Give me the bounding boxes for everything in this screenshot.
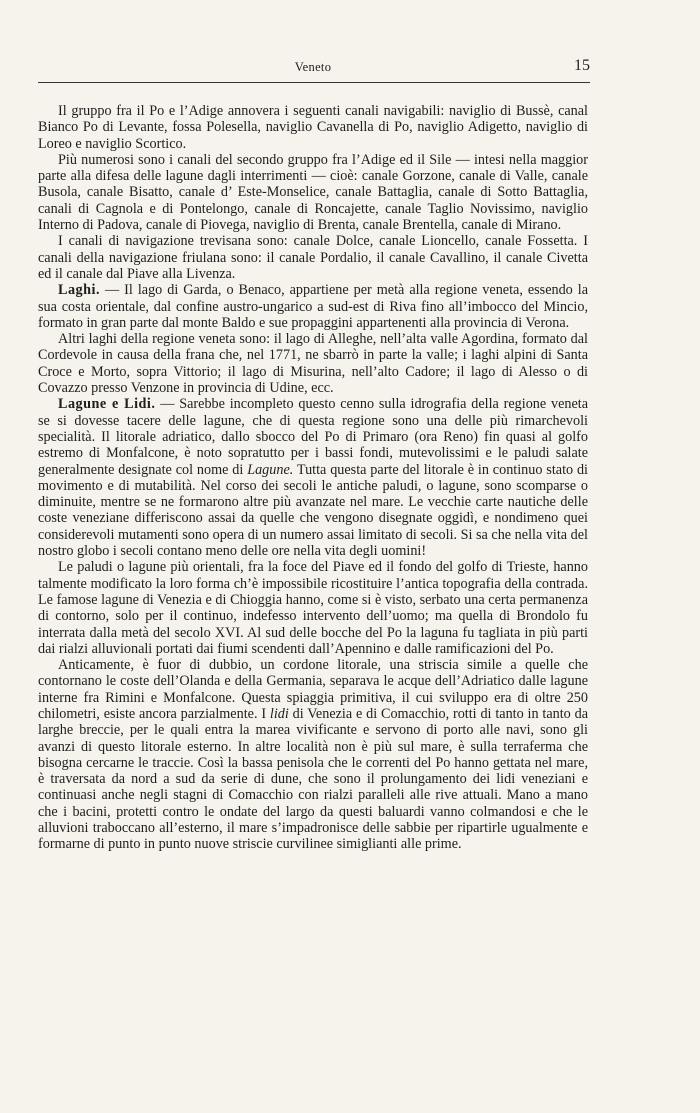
body-text: [38, 103, 588, 853]
paragraph: Il gruppo fra il Po e l’Adige annovera i seguenti canali navigabili: naviglio di Bussè, canal Bianco Po di Levante, fossa Polesella, naviglio Cavanella di Po, naviglio Adigetto, naviglio di Loreo e naviglio Scortico.: [38, 103, 588, 152]
paragraph-lagune: Lagune e Lidi. — Sarebbe incompleto questo cenno sulla idrografia della regione veneta se si dovesse tacere delle lagune, che di questa regione sono una delle più rimarchevoli specialità. Il litorale adriatico, dallo sbocco del Po di Primaro (ora Reno) fin quasi al golfo estremo di Monfalcone, è noto sopratutto per i bassi fondi, mutevolissimi e le paludi salate generalmente designate col nome di Lagune. Tutta questa parte del litorale è in continuo stato di movimento e di mutabilità. Nel corso dei secoli le antiche paludi, o lagune, sono scomparse o diminuite, mentre se ne formarono altre più avanzate nel mare. Le vecchie carte nautiche delle coste veneziane differiscono assai da quelle che vengono disegnate oggidì, e nondimeno quei considerevoli mutamenti sono opera di un numero assai limitato di secoli. Si sa che nella vita del nostro globo i secoli contano meno delle ore nella vita degli uomini!: [38, 396, 588, 560]
section-heading: Lagune e Lidi.: [58, 396, 156, 413]
running-head: Veneto: [294, 60, 332, 74]
paragraph: Più numerosi sono i canali del secondo gruppo fra l’Adige ed il Sile — intesi nella maggior parte alla difesa delle lagune dagli interrimenti — cioè: canale Gorzone, canale di Valle, canale Busola, canale Bisatto, canale d’ Este-Monselice, canale Battaglia, canale di Sotto Battaglia, canali di Cagnola e di Pontelongo, canale di Roncajette, canale Taglio Novissimo, naviglio Interno di Padova, canale di Piovega, naviglio di Brenta, canale Brentella, canale di Mirano.: [38, 151, 588, 234]
page-header: [38, 57, 588, 77]
paragraph: Le paludi o lagune più orientali, fra la foce del Piave ed il fondo del golfo di Trieste, hanno talmente modificato la loro forma ch’è impossibile ricostituire l’antica topografia della contrada. Le famose lagune di Venezia e di Chioggia hanno, come si è visto, serbato una certa permanenza di contorno, solo per il continuo, indefesso intervento dell’uomo; ma quella di Brondolo fu interrata dalla metà del secolo XVI. Al sud delle bocche del Po la laguna fu tagliata in più parti dai rialzi alluvionali portati dai fiumi scendenti dall’Apennino e dalle ramificazioni del Po.: [38, 559, 588, 657]
header-rule: [38, 82, 590, 83]
paragraph: I canali di navigazione trevisana sono: canale Dolce, canale Lioncello, canale Fossetta. I canali della navigazione friulana sono: il canale Pordalio, il canale Cavallino, il canale Civetta ed il canale dal Piave alla Livenza.: [38, 233, 588, 282]
paragraph-laghi: Laghi. — Il lago di Garda, o Benaco, appartiene per metà alla regione veneta, essendo la sua costa orientale, dal confine austro-ungarico a sud-est di Riva fino all’imbocco del Mincio, formato in gran parte dal monte Baldo e sue propaggini appartenenti alla provincia di Verona.: [38, 282, 588, 331]
paragraph: Anticamente, è fuor di dubbio, un cordone litorale, una striscia simile a quelle che contornano le coste dell’Olanda e della Germania, separava le acque dell’Adriatico dalle lagune interne fra Rimini e Monfalcone. Questa spiaggia primitiva, il cui sviluppo era di oltre 250 chilometri, esiste ancora parzialmente. I lidi di Venezia e di Comacchio, rotti di tanto in tanto da larghe breccie, per le quali entra la marea vivificante e servono di porto alle navi, sono gli avanzi di questo litorale esterno. In altre località non è più sul mare, è sulla terraferma che bisogna cercarne le traccie. Così la bassa penisola che le correnti del Po hanno gettata nel mare, è traversata da nord a sud da serie di dune, che sono il prolungamento dei lidi veneziani e continuasi anche negli stagni di Comacchio con rialzi paralleli alle rive attuali. Mano a mano che i bacini, protetti contro le ondate del largo da questi baluardi vanno colmandosi e che le alluvioni traboccano all’esterno, il mare s’impadronisce delle sabbie per ripartirle ugualmente e formarne di punto in punto nuove striscie curvilinee simiglianti alle prime.: [38, 657, 588, 853]
italic-term: Lagune.: [247, 461, 294, 478]
paragraph: Altri laghi della regione veneta sono: il lago di Alleghe, nell’alta valle Agordina, formato dal Cordevole in causa della frana che, nel 1771, ne sbarrò in parte la valle; i laghi alpini di Santa Croce e Morto, sopra Vittorio; il lago di Misurina, nell’alto Cadore; il lago di Alesso o di Covazzo presso Venzone in provincia di Udine, ecc.: [38, 331, 588, 397]
italic-term: lidi: [269, 705, 289, 722]
section-heading: Laghi.: [58, 282, 101, 299]
page-number: 15: [574, 57, 590, 74]
